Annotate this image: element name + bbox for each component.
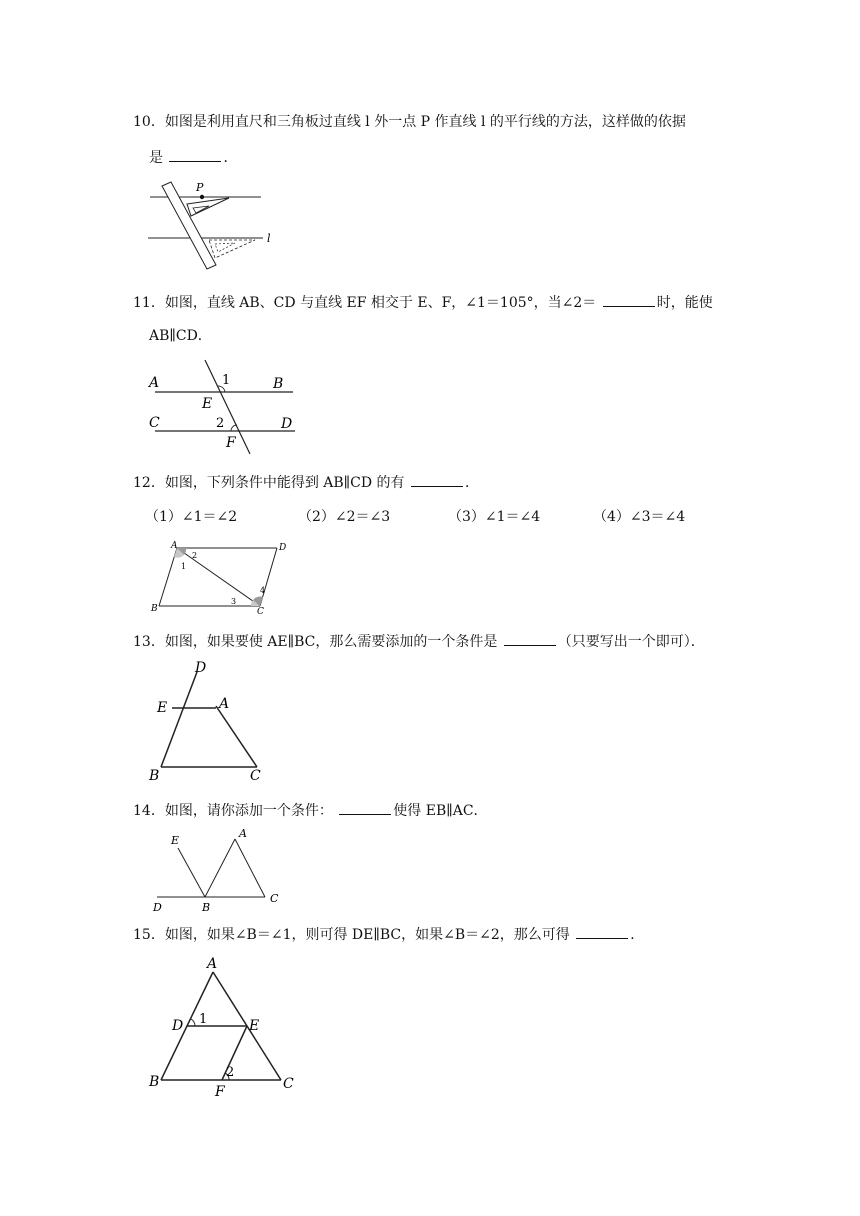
- question-number: 12．: [133, 475, 165, 491]
- option-4: （4）∠3＝∠4: [593, 509, 686, 525]
- question-number: 11．: [133, 295, 165, 311]
- segment-ba: [205, 839, 235, 897]
- q10-ruler-triangle-figure: [145, 178, 275, 273]
- answer-blank[interactable]: [411, 472, 463, 487]
- option-2: （2）∠2＝∠3: [298, 509, 391, 525]
- question-text: 如图，如果∠B＝∠1，则可得 DE∥BC，如果∠B＝∠2，那么可得: [164, 927, 570, 943]
- label-e: E: [202, 396, 213, 412]
- label-angle-2: 2: [226, 1065, 235, 1080]
- line-db: [161, 672, 197, 767]
- label-angle-2: 2: [216, 416, 225, 431]
- label-angle-4: 4: [260, 586, 266, 595]
- question-11-line-1: [133, 292, 713, 313]
- label-d: D: [153, 901, 162, 914]
- label-angle-2: 2: [192, 551, 198, 560]
- label-f: F: [226, 435, 236, 451]
- question-text: 如图是利用直尺和三角板过直线 l 外一点 P 作直线 l 的平行线的方法，这样做的依据: [164, 114, 686, 130]
- question-number: 15．: [133, 927, 165, 943]
- label-a: A: [219, 696, 230, 712]
- label-c: C: [270, 892, 279, 905]
- question-12-line-1: [133, 472, 479, 493]
- label-d: D: [172, 1018, 184, 1034]
- triangle-set-square-upper-icon: [187, 198, 229, 216]
- answer-blank[interactable]: [169, 147, 221, 162]
- question-text: 如图，请你添加一个条件：: [164, 803, 333, 819]
- label-b: B: [151, 604, 158, 614]
- angle-1-arc: [191, 1019, 195, 1026]
- answer-blank[interactable]: [576, 924, 628, 939]
- label-angle-1: 1: [222, 373, 231, 388]
- label-f: F: [215, 1084, 225, 1100]
- label-d: D: [281, 416, 293, 432]
- point-p: [200, 195, 204, 199]
- label-d: D: [279, 543, 287, 553]
- label-d: D: [195, 660, 207, 676]
- label-p: P: [196, 181, 204, 194]
- label-c: C: [283, 1076, 294, 1092]
- q14-figure: [145, 826, 285, 916]
- answer-blank[interactable]: [339, 800, 391, 815]
- option-3: （3）∠1＝∠4: [448, 509, 541, 525]
- question-text: AB∥CD．: [149, 328, 212, 344]
- segment-eb: [178, 848, 205, 897]
- question-number: 13．: [133, 634, 165, 650]
- question-text: 使得 EB∥AC．: [393, 803, 488, 819]
- question-text: 是: [149, 150, 163, 166]
- question-text: （只要写出一个即可）．: [557, 634, 705, 650]
- label-angle-1: 1: [181, 562, 187, 571]
- diagonal-ac: [177, 548, 260, 606]
- label-b: B: [202, 901, 211, 914]
- q11-parallel-lines-figure: [145, 358, 305, 458]
- label-a: A: [239, 827, 247, 840]
- label-e: E: [171, 834, 180, 847]
- label-a: A: [149, 375, 160, 391]
- question-text: ．: [630, 927, 645, 943]
- ruler-icon: [162, 182, 216, 269]
- question-text: 如图，下列条件中能得到 AB∥CD 的有: [164, 475, 405, 491]
- q13-triangle-figure: [145, 658, 275, 788]
- question-text: ．: [464, 475, 479, 491]
- answer-blank[interactable]: [504, 631, 556, 646]
- label-l: l: [267, 232, 271, 245]
- triangle-set-square-lower-dashed: [209, 240, 255, 258]
- label-angle-1: 1: [199, 1012, 208, 1027]
- question-10-line-2: [149, 147, 237, 168]
- option-1: （1）∠1＝∠2: [145, 509, 238, 525]
- question-10-line-1: [133, 112, 686, 132]
- question-number: 14．: [133, 803, 165, 819]
- label-a: A: [207, 956, 218, 972]
- answer-blank[interactable]: [603, 292, 655, 307]
- label-c: C: [250, 768, 261, 784]
- label-b: B: [149, 768, 160, 784]
- question-number: 10．: [133, 114, 165, 130]
- question-text: 如图，如果要使 AE∥BC，那么需要添加的一个条件是: [164, 634, 498, 650]
- question-15-line-1: [133, 924, 644, 945]
- q15-triangle-figure: [145, 952, 305, 1102]
- question-text: 如图，直线 AB、CD 与直线 EF 相交于 E、F，∠1＝105°，当∠2＝: [164, 295, 597, 311]
- question-14-line-1: [133, 800, 488, 821]
- segment-ac: [216, 706, 257, 767]
- segment-ac: [235, 839, 265, 897]
- question-text: ．: [223, 150, 238, 166]
- question-12-options: [145, 507, 685, 527]
- question-11-line-2: [149, 326, 212, 346]
- label-c: C: [257, 607, 264, 617]
- q12-parallelogram-figure: [145, 538, 295, 618]
- label-b: B: [273, 376, 284, 392]
- label-a: A: [171, 541, 178, 551]
- question-13-line-1: [133, 631, 705, 652]
- question-text: 时，能使: [656, 295, 713, 311]
- label-e: E: [249, 1018, 260, 1034]
- label-angle-3: 3: [231, 597, 237, 606]
- label-e: E: [157, 700, 168, 716]
- label-b: B: [149, 1074, 160, 1090]
- label-c: C: [149, 415, 160, 431]
